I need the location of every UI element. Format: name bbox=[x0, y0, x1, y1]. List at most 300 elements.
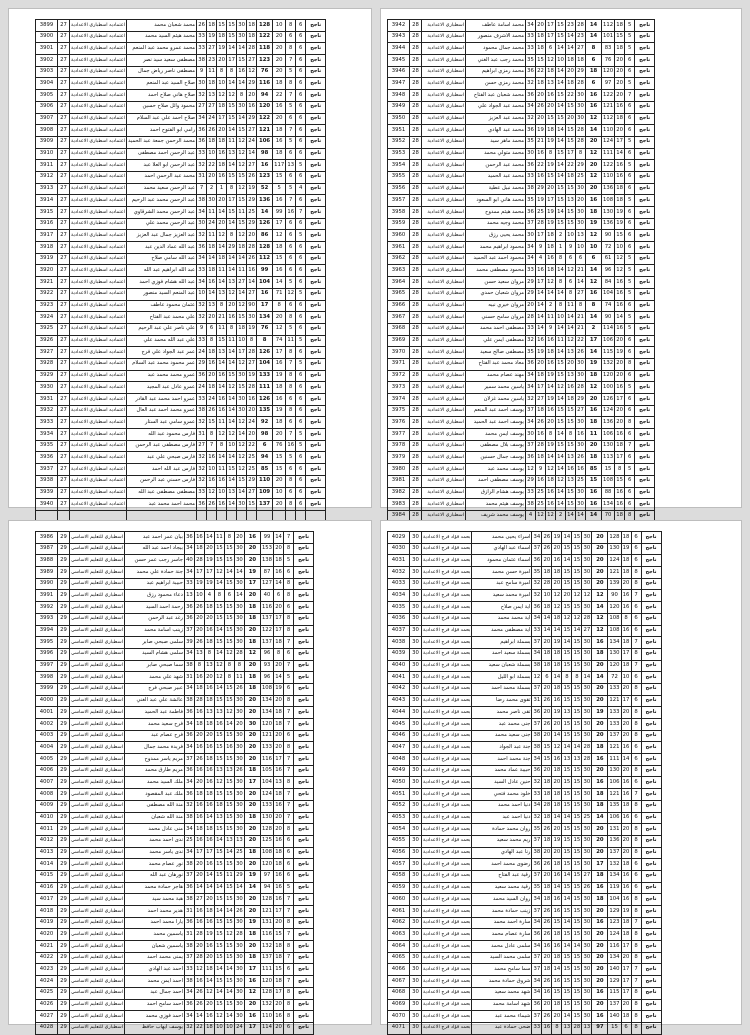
score-cell: 15 bbox=[224, 894, 234, 906]
grade-code: 29 bbox=[58, 941, 70, 953]
score-cell: 20 bbox=[273, 55, 286, 67]
seat-number: 4062 bbox=[388, 917, 410, 929]
score-cell: 15 bbox=[572, 812, 582, 824]
score-cell: 112 bbox=[257, 253, 273, 265]
seat-number: 4056 bbox=[388, 847, 410, 859]
score-cell: 134 bbox=[608, 870, 621, 882]
status-cell: ناجح bbox=[635, 370, 655, 382]
status-cell: ناجح bbox=[641, 929, 661, 941]
grade-code: 27 bbox=[58, 312, 70, 324]
score-cell: 16 bbox=[586, 101, 602, 113]
grade-code: 30 bbox=[410, 906, 422, 918]
seat-number: 3976 bbox=[388, 417, 410, 429]
score-cell: 76 bbox=[257, 66, 273, 78]
score-cell: 34 bbox=[526, 253, 536, 265]
score-cell: 26 bbox=[247, 171, 257, 183]
score-cell: 136 bbox=[602, 417, 615, 429]
student-name: اية ايمن صلاح bbox=[472, 602, 532, 614]
student-name: احمد سامح احمد bbox=[124, 999, 184, 1011]
score-cell: 37 bbox=[532, 952, 542, 964]
school-name: اسطباري الاعدادية bbox=[422, 288, 466, 300]
score-cell: 133 bbox=[260, 800, 273, 812]
score-cell: 16 bbox=[274, 765, 284, 777]
status-cell: ناجح bbox=[306, 417, 326, 429]
score-cell: 11 bbox=[217, 417, 227, 429]
score-cell: 20 bbox=[566, 66, 576, 78]
student-name: مصطفى احمد محمد bbox=[466, 323, 526, 335]
score-cell: 5 bbox=[296, 288, 306, 300]
score-cell: 15 bbox=[227, 20, 237, 32]
score-cell: 17 bbox=[227, 195, 237, 207]
table-row bbox=[36, 113, 326, 125]
score-cell: 6 bbox=[286, 300, 296, 312]
student-name: ندى ياسر محمد bbox=[124, 847, 184, 859]
status-cell: ناجح bbox=[294, 590, 314, 602]
score-cell: 16 bbox=[546, 90, 556, 102]
score-cell: 20 bbox=[244, 894, 260, 906]
score-cell: 7 bbox=[284, 952, 294, 964]
score-cell: 30 bbox=[207, 195, 217, 207]
grade-code: 27 bbox=[58, 31, 70, 43]
seat-number: 3942 bbox=[388, 20, 410, 32]
seat-number: 3962 bbox=[388, 253, 410, 265]
score-cell: 18 bbox=[244, 765, 260, 777]
score-cell: 20 bbox=[592, 976, 608, 988]
score-cell: 18 bbox=[552, 567, 562, 579]
table-row bbox=[388, 812, 662, 824]
score-cell: 6 bbox=[631, 882, 641, 894]
score-cell: 111 bbox=[602, 148, 615, 160]
score-cell: 14 bbox=[224, 719, 234, 731]
seat-number: 3935 bbox=[36, 440, 58, 452]
score-cell: 18 bbox=[244, 847, 260, 859]
score-cell: 32 bbox=[197, 230, 207, 242]
score-cell: 15 bbox=[214, 730, 224, 742]
school-name: بحمد فؤاد فرج الاعدادية bbox=[422, 765, 472, 777]
score-cell: 14 bbox=[562, 555, 572, 567]
score-cell: 26 bbox=[207, 125, 217, 137]
score-cell: 17 bbox=[621, 964, 631, 976]
score-cell: 15 bbox=[214, 999, 224, 1011]
school-name: اسطباري الاعدادية bbox=[422, 136, 466, 148]
score-cell: 18 bbox=[207, 265, 217, 277]
score-cell: 26 bbox=[542, 695, 552, 707]
table-row bbox=[388, 440, 655, 452]
results-table bbox=[35, 19, 326, 552]
score-cell: 15 bbox=[214, 754, 224, 766]
school-name: اسطباري للتعليم الاساسي bbox=[70, 859, 125, 871]
score-cell: 15 bbox=[217, 20, 227, 32]
score-cell: 12 bbox=[227, 288, 237, 300]
score-cell: 7 bbox=[284, 660, 294, 672]
score-cell: 14 bbox=[224, 1011, 234, 1023]
seat-number: 4049 bbox=[388, 765, 410, 777]
score-cell: 18 bbox=[204, 1022, 214, 1034]
table-row bbox=[36, 300, 326, 312]
table-row bbox=[36, 625, 314, 637]
student-name: جنى محمد عبد bbox=[472, 719, 532, 731]
table-row bbox=[36, 941, 314, 953]
score-cell: 36 bbox=[526, 160, 536, 172]
score-cell: 6 bbox=[576, 253, 586, 265]
score-cell: 30 bbox=[234, 578, 244, 590]
grade-code: 29 bbox=[58, 765, 70, 777]
school-name: بحمد فؤاد فرج الاعدادية bbox=[422, 625, 472, 637]
table-row bbox=[36, 1022, 314, 1034]
score-cell: 15 bbox=[562, 929, 572, 941]
score-cell: 13 bbox=[546, 78, 556, 90]
score-cell: 16 bbox=[274, 567, 284, 579]
score-cell: 8 bbox=[631, 894, 641, 906]
student-name: محمد متولي محمد bbox=[466, 148, 526, 160]
score-cell: 136 bbox=[602, 218, 615, 230]
grade-code: 30 bbox=[410, 578, 422, 590]
seat-number: 3996 bbox=[36, 648, 58, 660]
score-cell: 27 bbox=[247, 288, 257, 300]
score-cell: 6 bbox=[296, 487, 306, 499]
score-cell: 128 bbox=[608, 532, 621, 544]
score-cell: 30 bbox=[582, 695, 592, 707]
score-cell: 97 bbox=[260, 870, 273, 882]
grade-code: 30 bbox=[410, 987, 422, 999]
grade-code: 28 bbox=[410, 148, 422, 160]
score-cell: 29 bbox=[526, 288, 536, 300]
grade-code: 29 bbox=[58, 613, 70, 625]
status-cell: ناجح bbox=[641, 824, 661, 836]
score-cell: 5 bbox=[284, 672, 294, 684]
student-name: محمد عبد الرحمن احمد bbox=[127, 171, 197, 183]
score-cell: 15 bbox=[572, 859, 582, 871]
score-cell: 116 bbox=[608, 941, 621, 953]
score-cell: 20 bbox=[592, 683, 608, 695]
score-cell: 14 bbox=[204, 812, 214, 824]
score-cell: 14 bbox=[586, 265, 602, 277]
score-cell: 130 bbox=[608, 648, 621, 660]
score-cell: 14 bbox=[586, 125, 602, 137]
seat-number: 4042 bbox=[388, 683, 410, 695]
score-cell: 6 bbox=[566, 253, 576, 265]
score-cell: 32 bbox=[526, 113, 536, 125]
grade-code: 29 bbox=[58, 578, 70, 590]
score-cell: 15 bbox=[214, 917, 224, 929]
score-cell: 18 bbox=[546, 66, 556, 78]
school-name: اسطباري الاعدادية bbox=[422, 113, 466, 125]
student-name: محمد جمال محمود bbox=[466, 43, 526, 55]
table-row bbox=[388, 125, 655, 137]
score-cell: 20 bbox=[592, 660, 608, 672]
score-cell: 15 bbox=[572, 777, 582, 789]
score-cell: 19 bbox=[552, 707, 562, 719]
score-cell: 26 bbox=[194, 754, 204, 766]
score-cell: 15 bbox=[214, 952, 224, 964]
score-cell: 15 bbox=[214, 637, 224, 649]
score-cell: 8 bbox=[566, 288, 576, 300]
score-cell: 20 bbox=[204, 894, 214, 906]
score-cell: 104 bbox=[608, 894, 621, 906]
status-cell: ناجح bbox=[641, 917, 661, 929]
score-cell: 18 bbox=[207, 242, 217, 254]
score-cell: 8 bbox=[217, 300, 227, 312]
score-cell: 14 bbox=[244, 882, 260, 894]
school-name: اسطباري للتعليم الاساسي bbox=[70, 648, 125, 660]
score-cell: 20 bbox=[274, 543, 284, 555]
score-cell: 118 bbox=[257, 43, 273, 55]
score-cell: 12 bbox=[227, 382, 237, 394]
score-cell: 17 bbox=[536, 277, 546, 289]
score-cell: 14 bbox=[572, 941, 582, 953]
score-cell: 14 bbox=[592, 602, 608, 614]
status-cell: ناجح bbox=[306, 20, 326, 32]
score-cell: 2 bbox=[546, 300, 556, 312]
score-cell: 10 bbox=[214, 1022, 224, 1034]
student-name: فريدة محمد جمال bbox=[124, 742, 184, 754]
grade-code: 28 bbox=[410, 487, 422, 499]
score-cell: 23 bbox=[566, 20, 576, 32]
school-name: بحمد فؤاد فرج الاعدادية bbox=[422, 1022, 472, 1034]
table-row bbox=[36, 777, 314, 789]
score-cell: 38 bbox=[526, 183, 536, 195]
seat-number: 3899 bbox=[36, 20, 58, 32]
score-cell: 9 bbox=[197, 66, 207, 78]
score-cell: 14 bbox=[214, 987, 224, 999]
score-cell: 136 bbox=[608, 835, 621, 847]
school-name: اسطباري للتعليم الاساسي bbox=[70, 719, 125, 731]
score-cell: 20 bbox=[204, 730, 214, 742]
status-cell: ناجح bbox=[635, 335, 655, 347]
score-cell: 36 bbox=[197, 242, 207, 254]
score-cell: 15 bbox=[227, 370, 237, 382]
table-row bbox=[388, 405, 655, 417]
student-name: محمود ابراهيم محمد bbox=[466, 242, 526, 254]
score-cell: 20 bbox=[615, 405, 625, 417]
score-cell: 5 bbox=[286, 452, 296, 464]
grade-code: 30 bbox=[410, 637, 422, 649]
status-cell: ناجح bbox=[635, 394, 655, 406]
score-cell: 30 bbox=[582, 578, 592, 590]
score-cell: 15 bbox=[615, 31, 625, 43]
score-cell: 34 bbox=[184, 987, 194, 999]
score-cell: 7 bbox=[284, 894, 294, 906]
score-cell: 16 bbox=[204, 941, 214, 953]
status-cell: ناجح bbox=[635, 265, 655, 277]
score-cell: 15 bbox=[562, 999, 572, 1011]
score-cell: 133 bbox=[608, 683, 621, 695]
student-name: جنة عبد الجواد bbox=[472, 742, 532, 754]
student-name: ياسمين محمد bbox=[124, 929, 184, 941]
score-cell: 6 bbox=[296, 66, 306, 78]
score-cell: 30 bbox=[576, 101, 586, 113]
score-cell: 11 bbox=[286, 335, 296, 347]
status-cell: ناجح bbox=[635, 230, 655, 242]
table-row bbox=[388, 882, 662, 894]
score-cell: 117 bbox=[273, 160, 286, 172]
status-cell: ناجح bbox=[294, 637, 314, 649]
score-cell: 20 bbox=[542, 847, 552, 859]
score-cell: 12 bbox=[247, 66, 257, 78]
score-cell: 13 bbox=[576, 230, 586, 242]
score-cell: 15 bbox=[572, 602, 582, 614]
student-name: عبد الرحمن ابو العلا عبد bbox=[127, 160, 197, 172]
score-cell: 12 bbox=[237, 358, 247, 370]
score-cell: 10 bbox=[237, 335, 247, 347]
score-cell: 16 bbox=[194, 742, 204, 754]
score-cell: 15 bbox=[214, 613, 224, 625]
score-cell: 120 bbox=[260, 859, 273, 871]
score-cell: 18 bbox=[274, 555, 284, 567]
student-name: فارس حسني عبد الرحمن bbox=[127, 475, 197, 487]
score-cell: 15 bbox=[224, 917, 234, 929]
score-cell: 130 bbox=[608, 543, 621, 555]
score-cell: 124 bbox=[608, 929, 621, 941]
score-cell: 112 bbox=[602, 20, 615, 32]
grade-code: 27 bbox=[58, 394, 70, 406]
seat-number: 3947 bbox=[388, 78, 410, 90]
score-cell: 28 bbox=[194, 695, 204, 707]
score-cell: 6 bbox=[625, 487, 635, 499]
status-cell: ناجح bbox=[635, 160, 655, 172]
score-cell: 14 bbox=[234, 590, 244, 602]
student-name: اسماء عثمان محمود bbox=[472, 555, 532, 567]
score-cell: 121 bbox=[608, 789, 621, 801]
status-cell: ناجح bbox=[635, 31, 655, 43]
score-cell: 2 bbox=[207, 183, 217, 195]
score-cell: 38 bbox=[197, 405, 207, 417]
score-cell: 112 bbox=[602, 113, 615, 125]
score-cell: 15 bbox=[224, 695, 234, 707]
status-cell: ناجح bbox=[641, 742, 661, 754]
student-name: يوسف ايمن محمد bbox=[466, 429, 526, 441]
score-cell: 15 bbox=[224, 683, 234, 695]
table-row bbox=[36, 160, 326, 172]
score-cell: 21 bbox=[536, 136, 546, 148]
score-cell: 13 bbox=[217, 347, 227, 359]
score-cell: 33 bbox=[526, 265, 536, 277]
student-name: شروق حمادة محمد bbox=[472, 976, 532, 988]
status-cell: ناجح bbox=[294, 812, 314, 824]
school-name: اسطباري الاعدادية bbox=[422, 394, 466, 406]
score-cell: 27 bbox=[536, 394, 546, 406]
score-cell: 8 bbox=[631, 941, 641, 953]
score-cell: 15 bbox=[562, 847, 572, 859]
school-name: اسطباري الاعدادية bbox=[422, 171, 466, 183]
score-cell: 26 bbox=[207, 405, 217, 417]
score-cell: 28 bbox=[572, 1022, 582, 1034]
status-cell: ناجح bbox=[641, 567, 661, 579]
score-cell: 13 bbox=[562, 754, 572, 766]
grade-code: 27 bbox=[58, 405, 70, 417]
score-cell: 12 bbox=[237, 300, 247, 312]
score-cell: 14 bbox=[615, 148, 625, 160]
score-cell: 12 bbox=[586, 382, 602, 394]
table-row bbox=[36, 707, 314, 719]
score-cell: 6 bbox=[625, 55, 635, 67]
seat-number: 4012 bbox=[36, 835, 58, 847]
score-cell: 36 bbox=[197, 370, 207, 382]
score-cell: 20 bbox=[536, 358, 546, 370]
score-cell: 15 bbox=[572, 707, 582, 719]
score-cell: 26 bbox=[197, 20, 207, 32]
score-cell: 15 bbox=[224, 999, 234, 1011]
score-cell: 140 bbox=[608, 1011, 621, 1023]
score-cell: 20 bbox=[621, 683, 631, 695]
score-cell: 14 bbox=[237, 288, 247, 300]
student-name: دعاء محمود رزق bbox=[124, 590, 184, 602]
student-name: اميرة محمد سعيد bbox=[472, 590, 532, 602]
score-cell: 20 bbox=[621, 835, 631, 847]
seat-number: 3994 bbox=[36, 625, 58, 637]
seat-number: 4008 bbox=[36, 789, 58, 801]
score-cell: 13 bbox=[214, 765, 224, 777]
school-name: اسطباري الاعدادية bbox=[422, 55, 466, 67]
score-cell: 18 bbox=[586, 207, 602, 219]
school-name: بحمد فؤاد فرج الاعدادية bbox=[422, 555, 472, 567]
score-cell: 8 bbox=[286, 43, 296, 55]
school-name: اسطباري للتعليم الاساسي bbox=[70, 812, 125, 824]
score-cell: 15 bbox=[562, 952, 572, 964]
score-cell: 8 bbox=[284, 578, 294, 590]
score-cell: 14 bbox=[224, 567, 234, 579]
student-name: صلاح هاني صلاح احمد bbox=[127, 90, 197, 102]
table-row bbox=[36, 277, 326, 289]
score-cell: 14 bbox=[227, 265, 237, 277]
score-cell: 6 bbox=[284, 602, 294, 614]
score-cell: 14 bbox=[227, 475, 237, 487]
score-cell: 14 bbox=[615, 312, 625, 324]
score-cell: 26 bbox=[194, 999, 204, 1011]
table-row bbox=[388, 683, 662, 695]
table-row bbox=[388, 719, 662, 731]
student-name: رنا عبد الهادي bbox=[472, 847, 532, 859]
score-cell: 13 bbox=[227, 148, 237, 160]
score-cell: 19 bbox=[217, 43, 227, 55]
school-name: بحمد فؤاد فرج الاعدادية bbox=[422, 532, 472, 544]
student-name: مروان سعيد حسن bbox=[466, 277, 526, 289]
score-cell: 26 bbox=[542, 859, 552, 871]
student-name: دنيا احمد محمد bbox=[472, 800, 532, 812]
school-name: اسطباري للتعليم الاساسي bbox=[70, 894, 125, 906]
score-cell: 126 bbox=[257, 394, 273, 406]
table-row bbox=[388, 859, 662, 871]
score-cell: 18 bbox=[586, 370, 602, 382]
score-cell: 108 bbox=[602, 195, 615, 207]
table-row bbox=[388, 277, 655, 289]
score-cell: 20 bbox=[552, 777, 562, 789]
score-cell: 6 bbox=[625, 171, 635, 183]
score-cell: 28 bbox=[234, 929, 244, 941]
score-cell: 18 bbox=[194, 543, 204, 555]
score-cell: 18 bbox=[542, 789, 552, 801]
table-row bbox=[36, 323, 326, 335]
score-cell: 30 bbox=[582, 929, 592, 941]
score-cell: 20 bbox=[592, 906, 608, 918]
score-cell: 7 bbox=[207, 440, 217, 452]
score-cell: 6 bbox=[296, 125, 306, 137]
score-cell: 27 bbox=[576, 405, 586, 417]
score-cell: 14 bbox=[227, 160, 237, 172]
score-cell: 34 bbox=[184, 543, 194, 555]
score-cell: 16 bbox=[621, 742, 631, 754]
school-name: بحمد فؤاد فرج الاعدادية bbox=[422, 567, 472, 579]
score-cell: 12 bbox=[615, 265, 625, 277]
status-cell: ناجح bbox=[306, 125, 326, 137]
seat-number: 3901 bbox=[36, 43, 58, 55]
score-cell: 18 bbox=[546, 265, 556, 277]
score-cell: 6 bbox=[296, 31, 306, 43]
seat-number: 3988 bbox=[36, 555, 58, 567]
seat-number: 3978 bbox=[388, 440, 410, 452]
status-cell: ناجح bbox=[294, 742, 314, 754]
score-cell: 32 bbox=[197, 464, 207, 476]
